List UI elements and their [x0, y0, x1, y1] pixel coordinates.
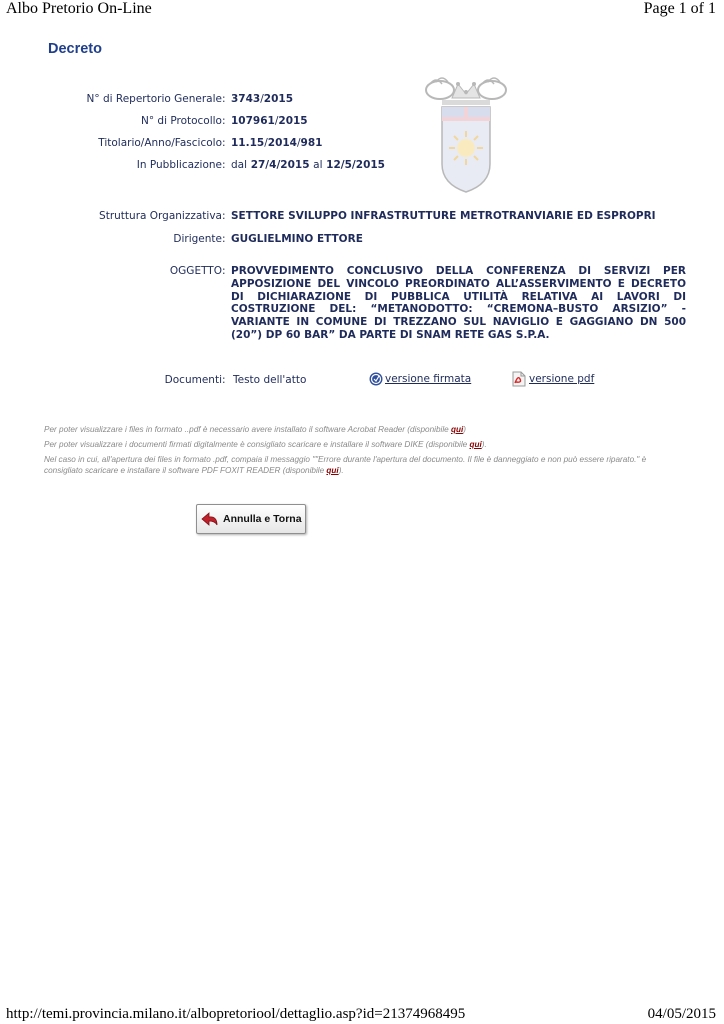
field-titolario: Titolario/Anno/Fascicolo : 11.15/2014/981	[98, 137, 323, 149]
annulla-torna-label: Annulla e Torna	[223, 513, 302, 525]
foxit-download-link[interactable]: qui	[326, 466, 339, 475]
help-notes	[44, 424, 684, 480]
label-oggetto: OGGETTO	[169, 265, 222, 277]
note-acrobat: Per poter visualizzare i files in formato ..pdf è necessario avere installato il software Acrobat Reader (disponibile qui)	[44, 425, 467, 434]
signed-document-icon[interactable]	[369, 372, 383, 386]
value-dirigente: GUGLIELMINO ETTORE	[231, 233, 363, 245]
label-struttura: Struttura Organizzativa	[99, 210, 222, 222]
field-pubblicazione: In Pubblicazione : dal 27/4/2015 al 12/5/2015	[136, 159, 385, 171]
value-titolario: 11.15/2014/981	[231, 137, 323, 149]
field-repertorio: N° di Repertorio Generale : 3743/2015	[86, 93, 294, 105]
value-struttura: SETTORE SVILUPPO INFRASTRUTTURE METROTRANVIARIE ED ESPROPRI	[231, 210, 656, 222]
label-titolario: Titolario/Anno/Fascicolo	[98, 137, 222, 149]
label-documenti: Documenti	[164, 374, 222, 386]
annulla-torna-button[interactable]	[196, 504, 306, 534]
field-protocollo: N° di Protocollo : 107961/2015	[140, 115, 308, 127]
value-repertorio: 3743/2015	[231, 93, 294, 105]
label-protocollo: N° di Protocollo	[140, 115, 222, 127]
footer-date: 04/05/2015	[647, 1006, 716, 1022]
versione-pdf-link[interactable]: versione pdf	[529, 373, 595, 385]
acrobat-download-link[interactable]: qui	[451, 425, 464, 434]
label-repertorio: N° di Repertorio Generale	[86, 93, 222, 105]
versione-firmata-link[interactable]: versione firmata	[385, 373, 472, 385]
pdf-icon[interactable]	[512, 371, 526, 387]
label-pubblicazione: In Pubblicazione	[136, 159, 222, 171]
page-title: Decreto	[48, 41, 102, 57]
note-foxit: Nel caso in cui, all'apertura dei files in formato .pdf, compaia il messaggio ""Errore durante l'apertura del documento. Il file è danneggiato e non può essere riparato." è consigliato scaricare e installare il software PDF FOXIT READER (disponibile qui).	[44, 455, 647, 475]
testo-atto-label: Testo dell'atto	[233, 374, 307, 386]
label-dirigente: Dirigente	[173, 233, 222, 245]
dike-download-link[interactable]: qui	[469, 440, 482, 449]
value-pubblicazione: dal 27/4/2015 al 12/5/2015	[231, 159, 385, 171]
note-dike: Per poter visualizzare i documenti firmati digitalmente è consigliato scaricare e installare il software DIKE (disponibile qui).	[44, 440, 487, 449]
field-documenti: Documenti :	[164, 374, 226, 386]
field-oggetto: OGGETTO :	[169, 265, 226, 277]
field-struttura: Struttura Organizzativa : SETTORE SVILUPPO INFRASTRUTTURE METROTRANVIARIE ED ESPROPRI	[99, 210, 656, 222]
value-oggetto: PROVVEDIMENTO CONCLUSIVO DELLA CONFERENZA DI SERVIZI PER APPOSIZIONE DEL VINCOLO PREORDINATO ALL’ASSERVIMENTO E DECRETO DI DICHIARAZIONE DI PUBBLICA UTILITÀ RELATIVA AI LAVORI DI COSTRUZIONE DEL: “METANODOTTO: “CREMONA–BUSTO ARSIZIO” - VARIANTE IN COMUNE DI TREZZANO SUL NAVIGLIO E GAGGIANO DN 500 (20”) DP 60 BAR” DA PARTE DI SNAM RETE GAS S.P.A.	[231, 265, 686, 341]
footer-url: http://temi.provincia.milano.it/albopretoriool/dettaglio.asp?id=21374968495	[6, 1006, 466, 1022]
header-title: Albo Pretorio On-Line	[6, 0, 152, 17]
back-arrow-icon	[201, 511, 219, 527]
field-dirigente: Dirigente : GUGLIELMINO ETTORE	[173, 233, 363, 245]
page-count: Page 1 of 1	[643, 0, 716, 17]
crest-icon	[420, 74, 512, 194]
value-protocollo: 107961/2015	[231, 115, 308, 127]
